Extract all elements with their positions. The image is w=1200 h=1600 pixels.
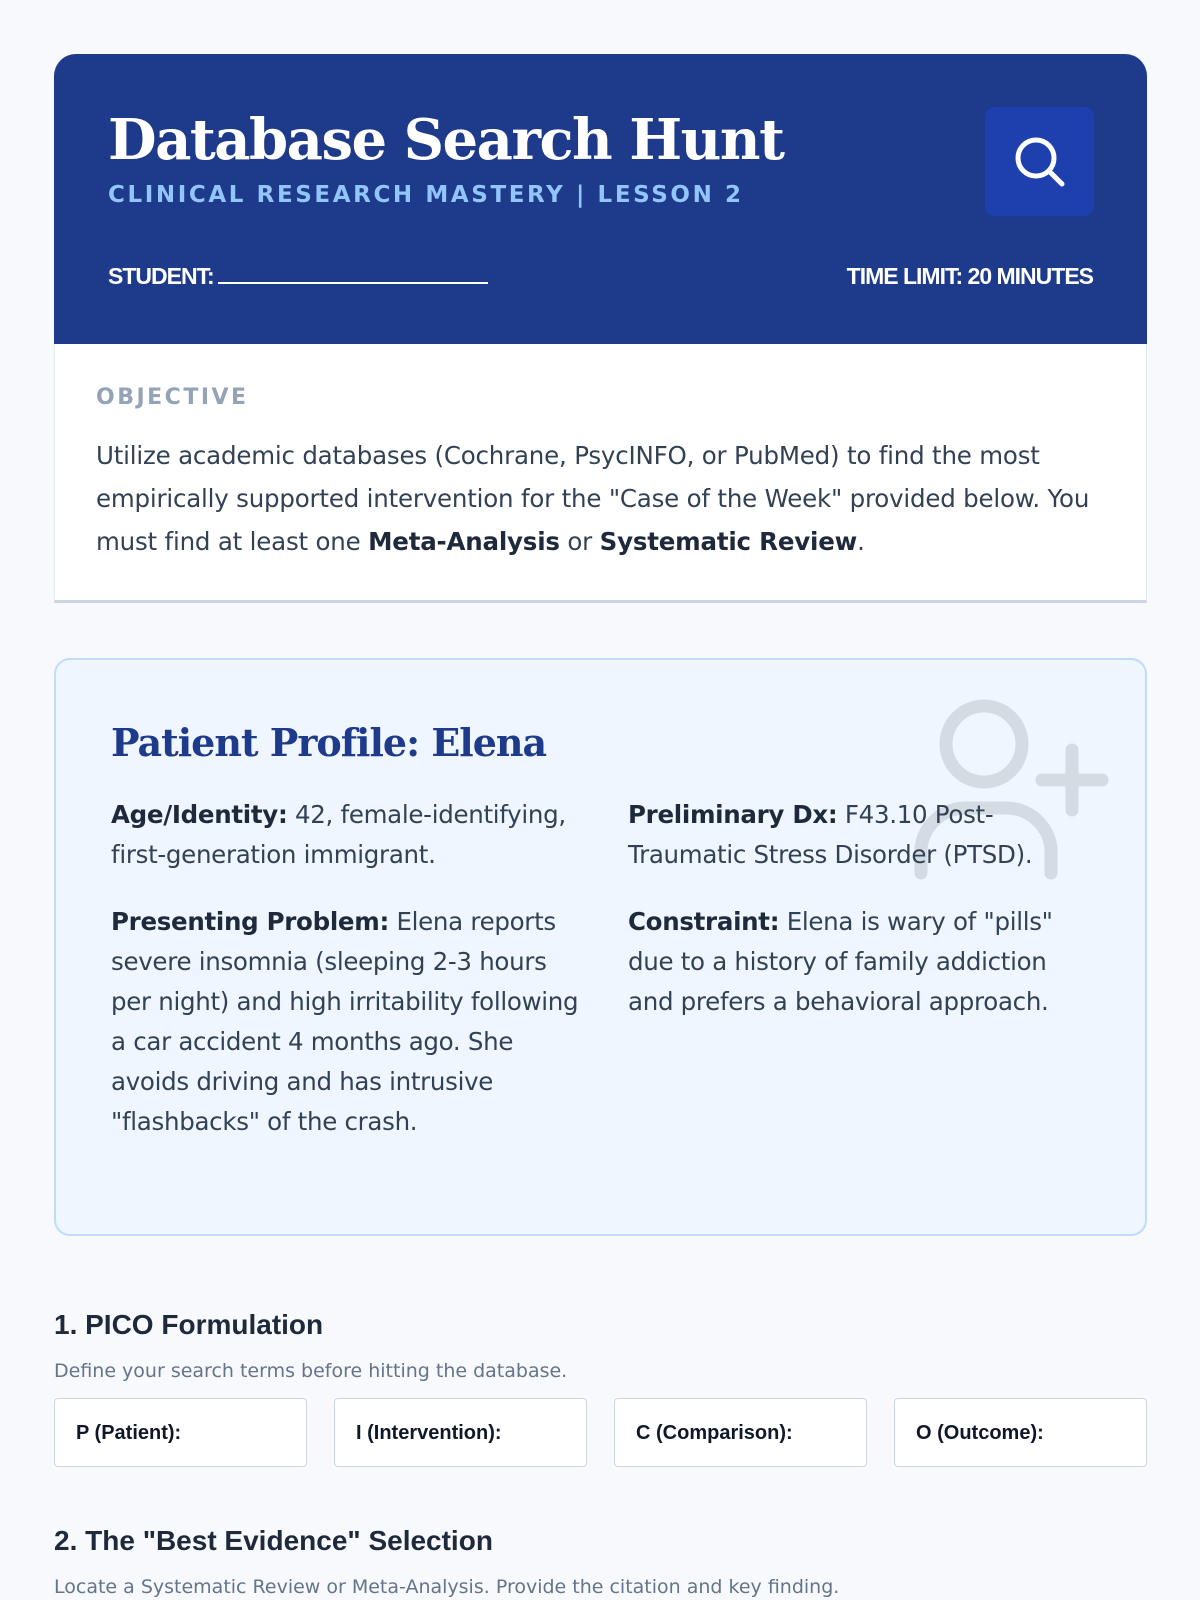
section-evidence-title: 2. The "Best Evidence" Selection (54, 1525, 493, 1556)
age-label: Age/Identity: (111, 800, 288, 829)
section-pico-title: 1. PICO Formulation (54, 1309, 324, 1340)
age-value: 42, female-identifying, first-generation immigrant. (111, 800, 566, 869)
objective-panel (54, 344, 1147, 603)
objective-text-part: or (559, 527, 600, 556)
profile-age (111, 795, 581, 875)
profile-title: Patient Profile: Elena (111, 720, 547, 765)
profile-column-right (628, 795, 1098, 1049)
profile-column-left (111, 795, 581, 1169)
pico-patient-field[interactable]: P (Patient): (54, 1398, 307, 1467)
patient-profile-card (54, 658, 1147, 1236)
page-title: Database Search Hunt (108, 107, 784, 173)
pico-outcome-field[interactable]: O (Outcome): (894, 1398, 1147, 1467)
profile-constraint (628, 902, 1098, 1022)
search-icon (985, 107, 1094, 216)
problem-label: Presenting Problem: (111, 907, 389, 936)
student-field[interactable] (108, 263, 488, 290)
pico-comparison-field[interactable]: C (Comparison): (614, 1398, 867, 1467)
objective-label: OBJECTIVE (96, 385, 249, 410)
objective-emphasis-systematic-review: Systematic Review (599, 527, 858, 556)
student-blank-line[interactable] (218, 266, 488, 284)
objective-emphasis-meta-analysis: Meta-Analysis (368, 527, 560, 556)
constraint-label: Constraint: (628, 907, 780, 936)
dx-value: F43.10 Post-Traumatic Stress Disorder (PTSD). (628, 800, 1033, 869)
page-subtitle: CLINICAL RESEARCH MASTERY | LESSON 2 (108, 182, 744, 208)
objective-text (96, 434, 1116, 563)
objective-text-part: Utilize academic databases (Cochrane, PsycINFO, or PubMed) to find the most empirically supported intervention for the "Case of the Week" provided below. You must find at least one (96, 441, 1090, 556)
time-limit: TIME LIMIT: 20 MINUTES (846, 263, 1093, 289)
section-pico-desc: Define your search terms before hitting the database. (54, 1360, 568, 1382)
profile-problem (111, 902, 581, 1142)
problem-value: Elena reports severe insomnia (sleeping 2-3 hours per night) and high irritability following a car accident 4 months ago. She avoids driving and has intrusive "flashbacks" of the crash. (111, 907, 579, 1136)
constraint-value: Elena is wary of "pills" due to a history of family addiction and prefers a behavioral approach. (628, 907, 1053, 1016)
section-evidence-desc: Locate a Systematic Review or Meta-Analysis. Provide the citation and key finding. (54, 1576, 840, 1598)
pico-intervention-field[interactable]: I (Intervention): (334, 1398, 587, 1467)
profile-dx (628, 795, 1098, 875)
objective-text-part: . (857, 527, 865, 556)
student-label: STUDENT: (108, 263, 214, 289)
dx-label: Preliminary Dx: (628, 800, 838, 829)
worksheet-header (54, 54, 1147, 344)
